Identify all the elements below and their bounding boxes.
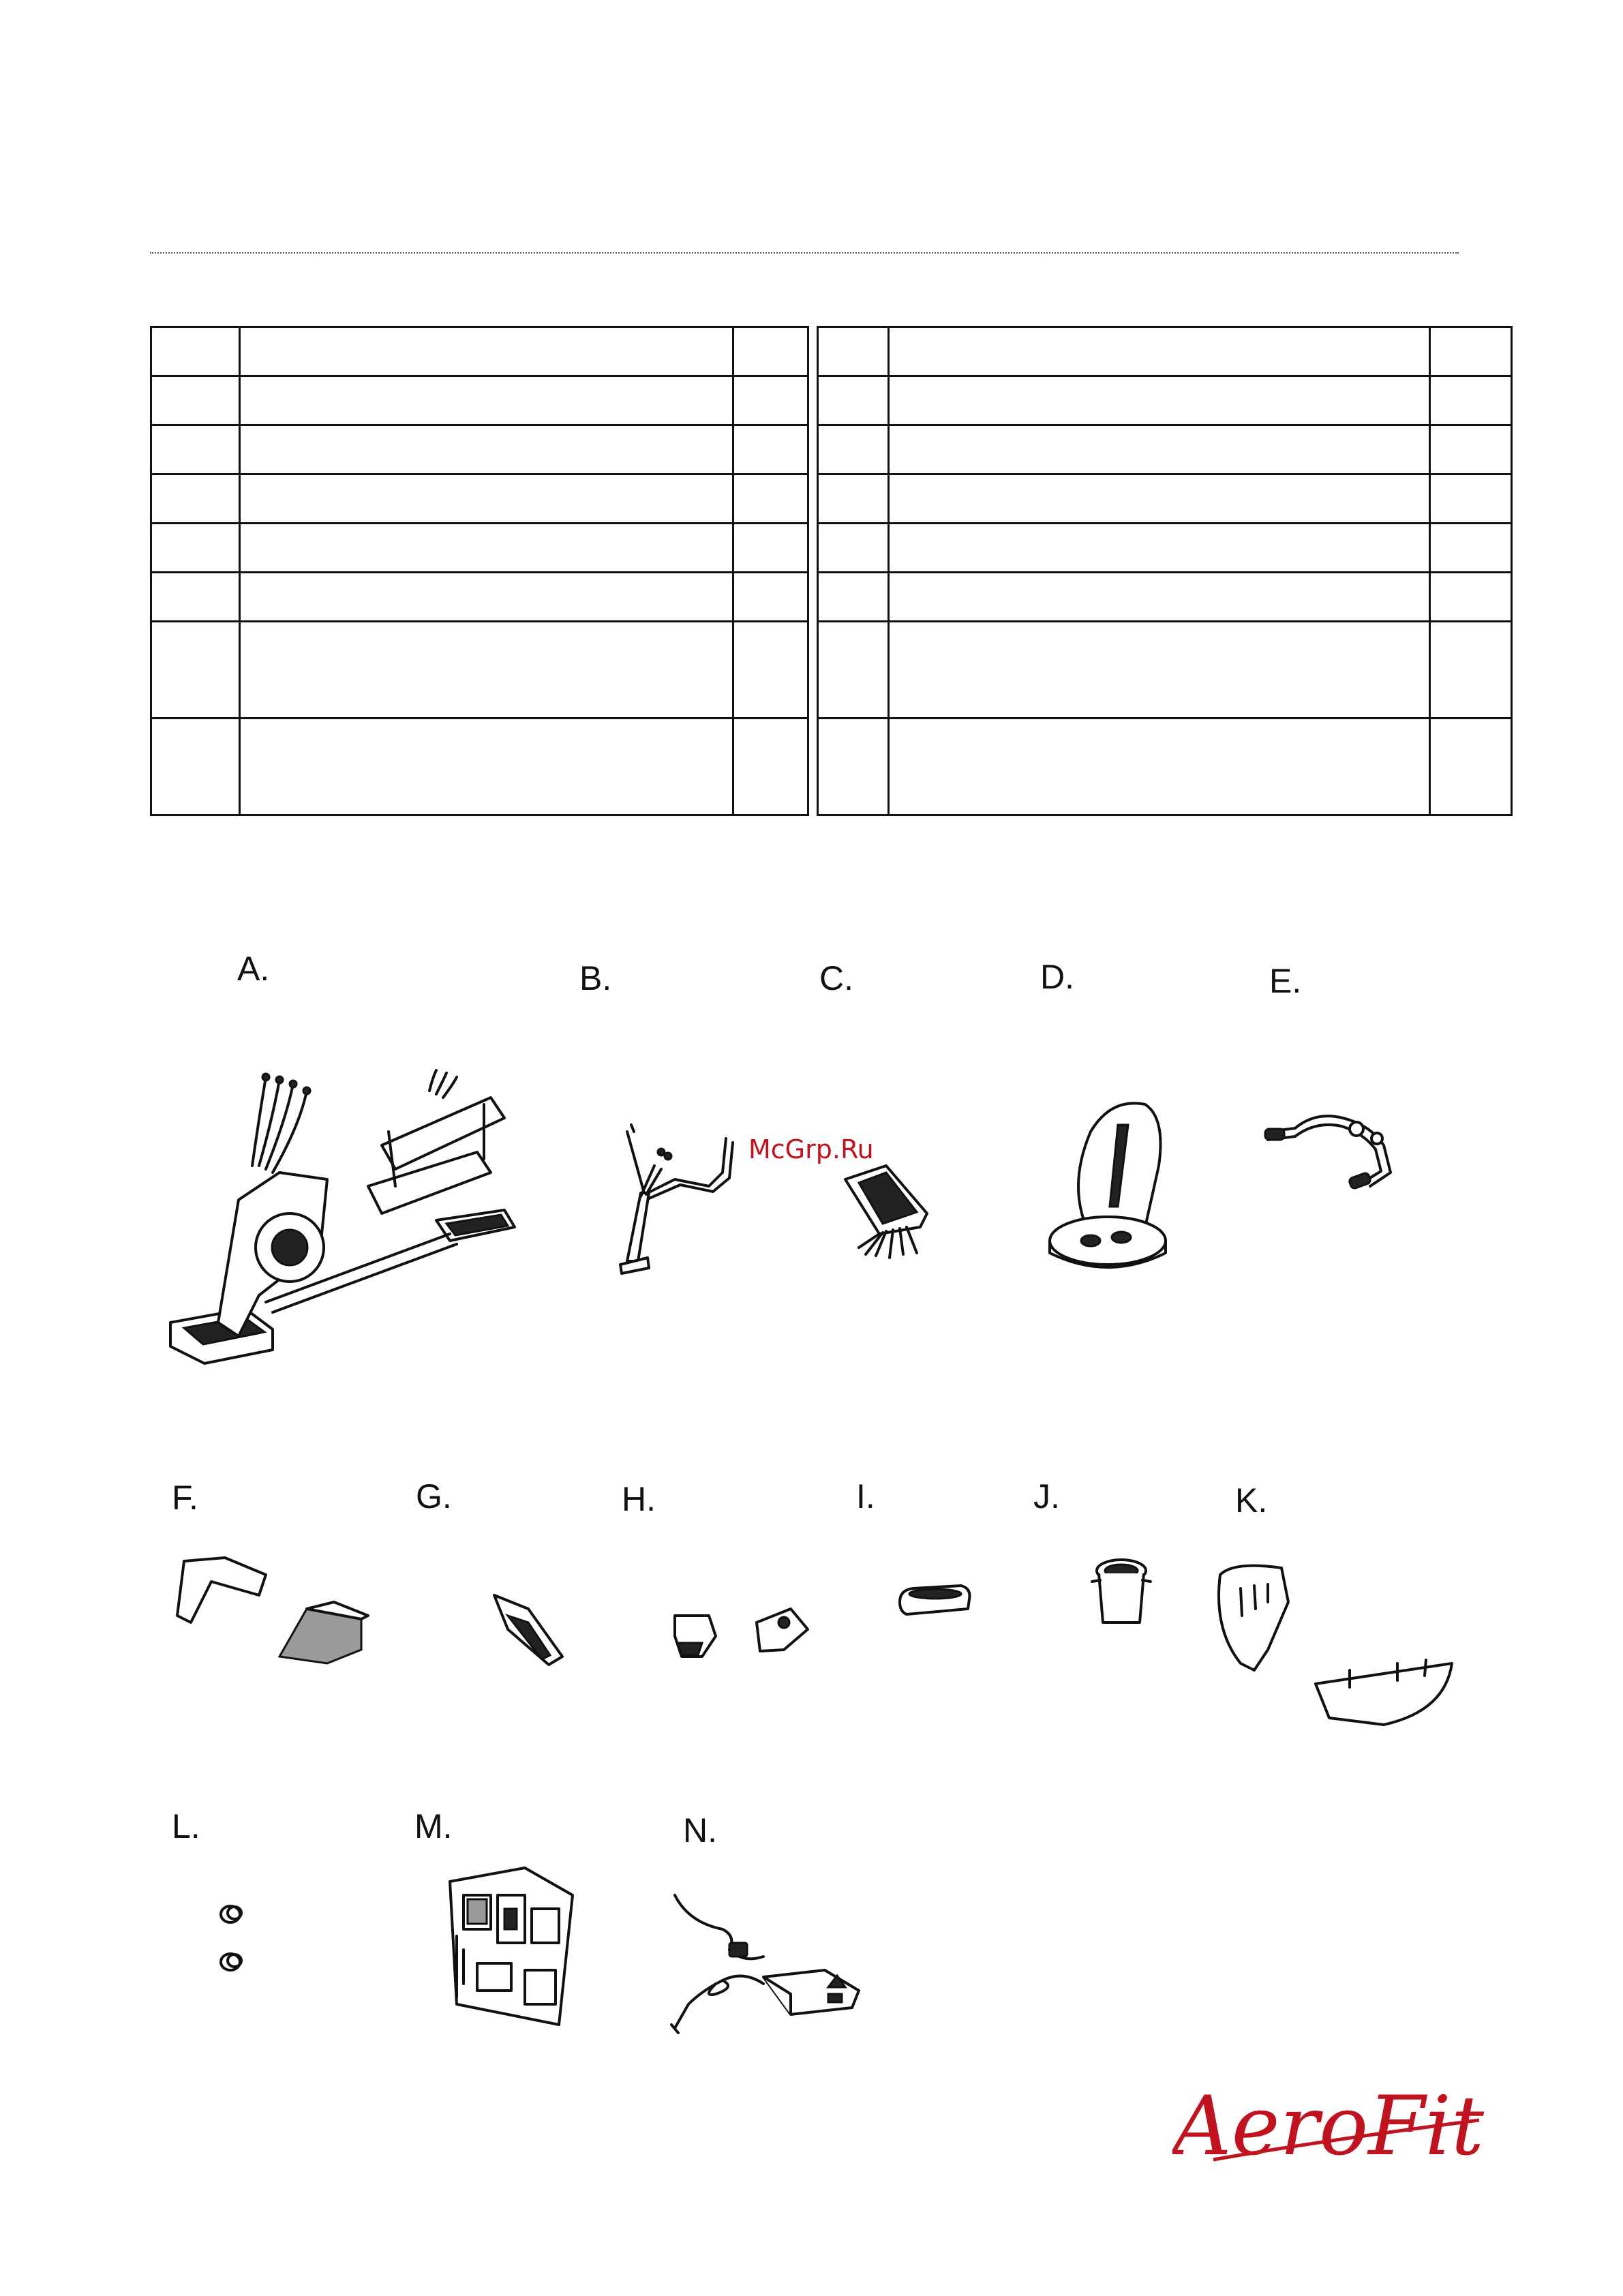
side-cover-icon bbox=[668, 1602, 818, 1684]
part-label-l: L. bbox=[172, 1807, 200, 1845]
table-row bbox=[151, 622, 1512, 719]
circuit-board-icon bbox=[443, 1868, 579, 2031]
part-label-g: G. bbox=[416, 1477, 452, 1515]
table-row bbox=[151, 376, 1512, 425]
part-label-b: B. bbox=[579, 959, 612, 997]
table-row bbox=[151, 719, 1512, 815]
table-row bbox=[151, 573, 1512, 622]
bottle-holder-cap-icon bbox=[893, 1582, 975, 1622]
parts-table bbox=[150, 326, 1513, 816]
table-row bbox=[151, 425, 1512, 474]
part-label-j: J. bbox=[1033, 1477, 1060, 1515]
console-icon bbox=[832, 1159, 941, 1261]
front-cover-icon bbox=[170, 1554, 375, 1677]
part-label-n: N. bbox=[683, 1811, 717, 1849]
recumbent-bike-frame-icon bbox=[164, 1077, 518, 1391]
seat-icon bbox=[1043, 1098, 1179, 1275]
part-label-k: K. bbox=[1235, 1481, 1268, 1520]
pedal-cover-icon bbox=[487, 1588, 569, 1670]
header-divider bbox=[150, 252, 1459, 254]
part-label-d: D. bbox=[1040, 958, 1074, 996]
part-label-c: C. bbox=[819, 959, 853, 997]
part-label-i: I. bbox=[856, 1477, 875, 1515]
brand-logo bbox=[1172, 2072, 1486, 2185]
table-row bbox=[151, 474, 1512, 524]
table-row bbox=[151, 524, 1512, 573]
part-label-h: H. bbox=[622, 1480, 656, 1518]
handlebar-icon bbox=[1261, 1104, 1418, 1200]
table-row bbox=[151, 327, 1512, 376]
power-adapter-icon bbox=[661, 1888, 866, 2045]
part-label-a: A. bbox=[237, 950, 270, 988]
cup-holder-icon bbox=[1091, 1554, 1152, 1636]
brand-logo-text: AeroFit bbox=[1172, 2079, 1485, 2174]
watermark: McGrp.Ru bbox=[748, 1134, 874, 1164]
shroud-icon bbox=[1213, 1561, 1459, 1732]
part-label-m: M. bbox=[414, 1807, 453, 1845]
part-label-e: E. bbox=[1269, 962, 1302, 1000]
caps-icon bbox=[215, 1902, 256, 1977]
part-label-f: F. bbox=[172, 1479, 198, 1517]
handlebar-post-icon bbox=[607, 1118, 736, 1282]
